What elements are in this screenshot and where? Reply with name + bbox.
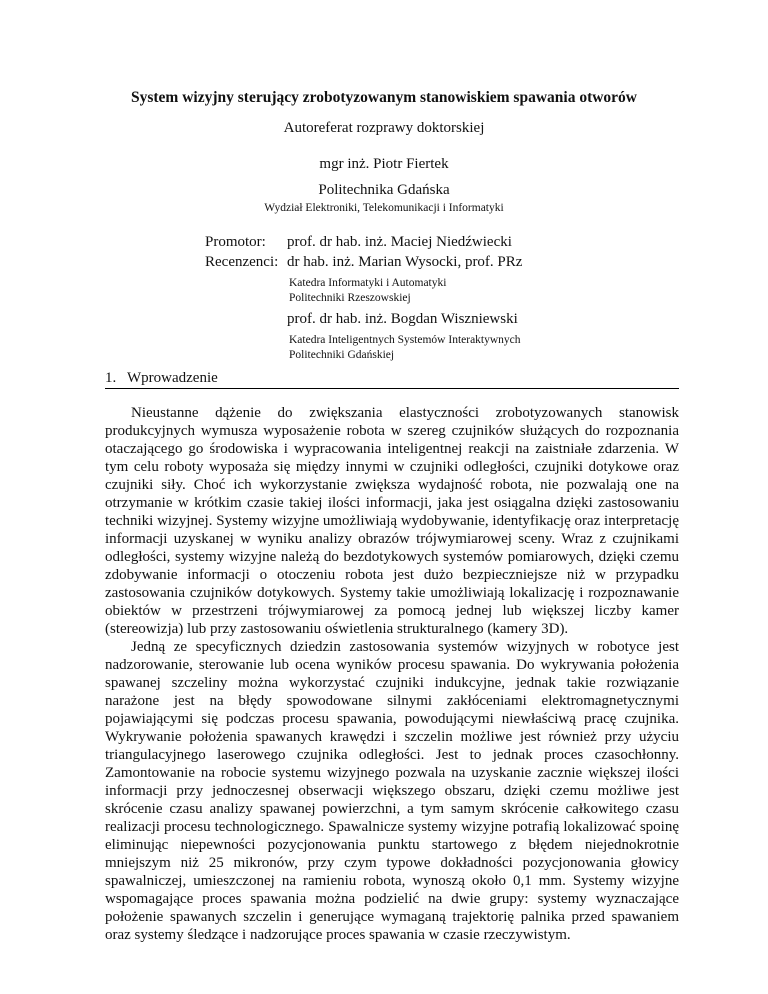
body-text [105, 404, 679, 944]
reviewer-2-department: Katedra Inteligentnych Systemów Interaktywnych [289, 334, 521, 346]
reviewer-1-university: Politechniki Rzeszowskiej [289, 292, 411, 304]
paragraph-2: Jedną ze specyficznych dziedzin zastosowania systemów wizyjnych w robotyce jest nadzorowanie, sterowanie lub ocena wyników procesu spawania. Do wykrywania położenia spawanej szczeliny można wykorzystać czujniki indukcyjne, jednak takie rozwiązanie narażone jest na błędy spowodowane silnymi zakłóceniami elektromagnetycznymi pojawiającymi się podczas procesu spawania, powodującymi niewłaściwą pracę czujnika. Wykrywanie położenia spawanych krawędzi i szczelin możliwe jest również przy użyciu triangulacyjnego laserowego czujnika odległości. Jest to jednak proces czasochłonny. Zamontowanie na robocie systemu wizyjnego pozwala na uzyskanie zacznie większej ilości informacji przy jednoczesnej obserwacji większego obszaru, dzięki czemu możliwe jest skrócenie czasu analizy spawanej powierzchni, a tym samym skrócenie całkowitego czasu realizacji procesu technologicznego. Spawalnicze systemy wizyjne potrafią lokalizować spoinę eliminując niepewności pozycjonowania punktu startowego z błędem niejednokrotnie mniejszym niż 25 mikronów, przy czym typowe dokładności pozycjonowania głowicy spawalniczej, umieszczonej na ramieniu robota, wynoszą około 0,1 mm. Systemy wizyjne wspomagające proces spawania można podzielić na dwie grupy: systemy wyznaczające położenie spawanych szczelin i generujące wymaganą trajektorię palnika przed spawaniem oraz systemy śledzące i nadzorujące proces spawania w czasie rzeczywistym. [105, 639, 679, 943]
section-heading [105, 370, 679, 389]
reviewers-label: Recenzenci: [205, 254, 279, 270]
paragraph-1: Nieustanne dążenie do zwiększania elastyczności zrobotyzowanych stanowisk produkcyjnych wymusza wyposażenie robota w szereg czujników służących do rozpoznania otaczającego go środowiska i wypracowania inteligentnej reakcji na zaistniałe zdarzenia. W tym celu roboty wyposaża się między innymi w czujniki odległości, czujniki dotykowe oraz czujniki siły. Choć ich wykorzystanie zwiększa wydajność robota, nie pozwalają one na otrzymanie w krótkim czasie takiej ilości informacji, jaka jest osiągalna dzięki zastosowaniu techniki wizyjnej. Systemy wizyjne umożliwiają wydobywanie, identyfikację oraz interpretację informacji uzyskanej w wyniku analizy obrazów trójwymiarowej sceny. Wraz z czujnikami odległości, systemy wizyjne należą do bezdotykowych systemów pomiarowych, dzięki czemu zdobywanie informacji o otoczeniu robota jest dużo bezpieczniejsze niż w przypadku zastosowania czujników dotykowych. Systemy takie umożliwiają lokalizację i rozpoznawanie obiektów w przestrzeni trójwymiarowej za pomocą jednej lub większej liczby kamer (stereowizja) lub przy zastosowaniu oświetlenia strukturalnego (kamery 3D). [105, 405, 679, 637]
section-title: Wprowadzenie [127, 370, 218, 386]
document-subtitle: Autoreferat rozprawy doktorskiej [283, 120, 485, 136]
author-name: mgr inż. Piotr Fiertek [319, 156, 449, 172]
section-number: 1. [105, 370, 117, 386]
reviewer-2-name: prof. dr hab. inż. Bogdan Wiszniewski [287, 311, 518, 327]
university-name: Politechnika Gdańska [318, 182, 450, 198]
reviewer-2-university: Politechniki Gdańskiej [289, 349, 395, 361]
reviewer-1-department: Katedra Informatyki i Automatyki [289, 277, 447, 289]
promotor-name: prof. dr hab. inż. Maciej Niedźwiecki [287, 234, 512, 250]
reviewer-1-name: dr hab. inż. Marian Wysocki, prof. PRz [287, 254, 523, 270]
faculty-name: Wydział Elektroniki, Telekomunikacji i Informatyki [264, 202, 504, 214]
promotor-label: Promotor: [205, 234, 266, 250]
document-title: System wizyjny sterujący zrobotyzowanym stanowiskiem spawania otworów [130, 89, 637, 106]
